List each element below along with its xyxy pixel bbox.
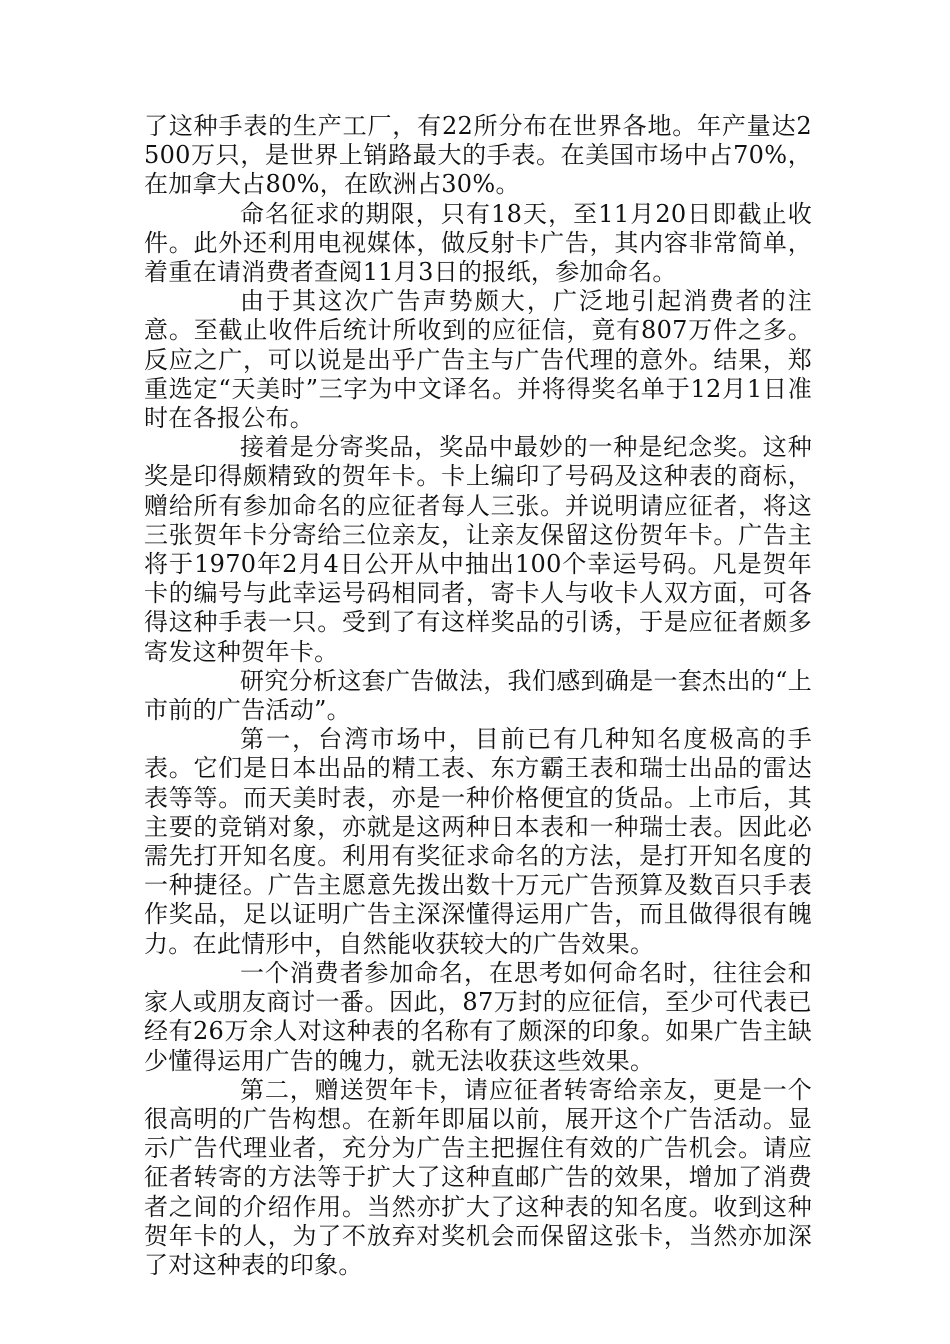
- paragraph-production-stats: 了这种手表的生产工厂，有22所分布在世界各地。年产量达2500万只，是世界上销路最大的手表。在美国市场中占70%，在加拿大占80%，在欧洲占30%。: [144, 112, 812, 199]
- paragraph-point-two: 第二，赠送贺年卡，请应征者转寄给亲友，更是一个很高明的广告构想。在新年即届以前，展开这个广告活动。显示广告代理业者，充分为广告主把握住有效的广告机会。请应征者转寄的方法等于扩大了这种直邮广告的效果，增加了消费者之间的介绍作用。当然亦扩大了这种表的知名度。收到这种贺年卡的人，为了不放弃对奖机会而保留这张卡，当然亦加深了对这种表的印象。: [144, 1075, 812, 1279]
- paragraph-consumer-impression: 一个消费者参加命名，在思考如何命名时，往往会和家人或朋友商讨一番。因此，87万封的应征信，至少可代表已经有26万余人对这种表的名称有了颇深的印象。如果广告主缺少懂得运用广告的魄力，就无法收获这些效果。: [144, 958, 812, 1075]
- paragraph-analysis-intro: 研究分析这套广告做法，我们感到确是一套杰出的“上市前的广告活动”。: [144, 666, 812, 725]
- paragraph-response-result: 由于其这次广告声势颇大，广泛地引起消费者的注意。至截止收件后统计所收到的应征信，竟有807万件之多。反应之广，可以说是出乎广告主与广告代理的意外。结果，郑重选定“天美时”三字为中文译名。并将得奖名单于12月1日准时在各报公布。: [144, 287, 812, 433]
- paragraph-greeting-card-prizes: 接着是分寄奖品，奖品中最妙的一种是纪念奖。这种奖是印得颇精致的贺年卡。卡上编印了号码及这种表的商标，赠给所有参加命名的应征者每人三张。并说明请应征者，将这三张贺年卡分寄给三位亲友，让亲友保留这份贺年卡。广告主将于1970年2月4日公开从中抽出100个幸运号码。凡是贺年卡的编号与此幸运号码相同者，寄卡人与收卡人双方面，可各得这种手表一只。受到了有这样奖品的引诱，于是应征者颇多寄发这种贺年卡。: [144, 433, 812, 666]
- document-page: [144, 112, 812, 1280]
- paragraph-naming-deadline: 命名征求的期限，只有18天，至11月20日即截止收件。此外还利用电视媒体，做反射卡广告，其内容非常简单，着重在请消费者查阅11月3日的报纸，参加命名。: [144, 199, 812, 287]
- paragraph-point-one: 第一，台湾市场中，目前已有几种知名度极高的手表。它们是日本出品的精工表、东方霸王表和瑞士出品的雷达表等等。而天美时表，亦是一种价格便宜的货品。上市后，其主要的竞销对象，亦就是这两种日本表和一种瑞士表。因此必需先打开知名度。利用有奖征求命名的方法，是打开知名度的一种捷径。广告主愿意先拨出数十万元广告预算及数百只手表作奖品，足以证明广告主深深懂得运用广告，而且做得很有魄力。在此情形中，自然能收获较大的广告效果。: [144, 725, 812, 958]
